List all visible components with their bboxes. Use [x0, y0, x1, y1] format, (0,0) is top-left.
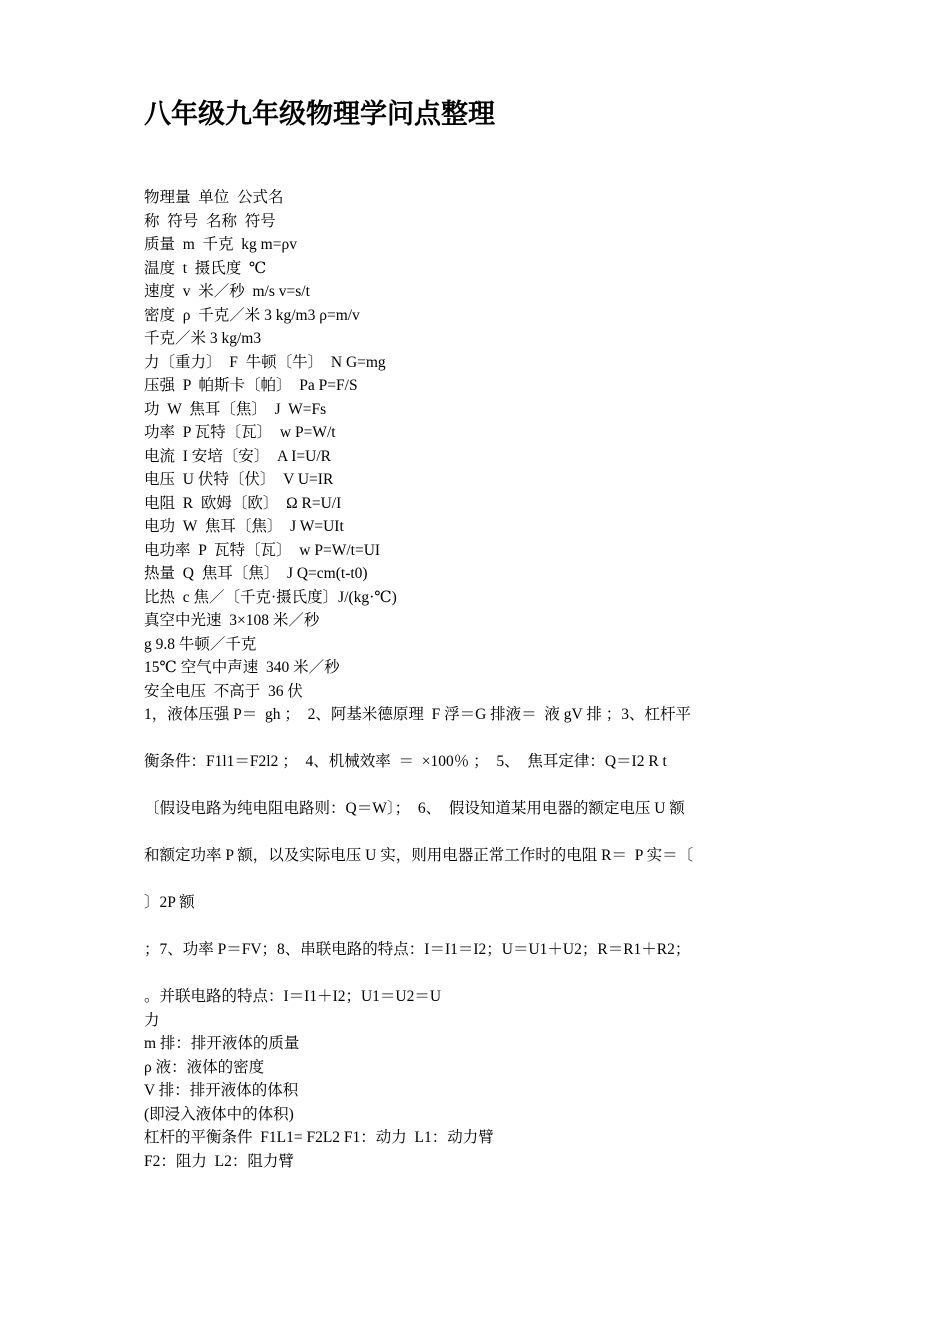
text-line: 和额定功率 P 额，以及实际电压 U 实，则用电器正常工作时的电阻 R＝ P 实＝〔	[144, 847, 694, 864]
text-line: 。并联电路的特点：I＝I1＋I2；U1＝U2＝U	[144, 988, 442, 1005]
text-line: 电功率 P 瓦特〔瓦〕 w P=W/t=UI	[144, 541, 381, 559]
text-line: 称 符号 名称 符号	[144, 212, 276, 230]
text-line: 1，液体压强 P＝ gh ； 2、阿基米德原理 F 浮＝G 排液＝ 液 gV 排 ；3、杠杆平	[144, 706, 691, 723]
text-line: 电压 U 伏特〔伏〕 V U=IR	[144, 471, 334, 488]
text-line: 电阻 R 欧姆〔欧〕 Ω R=U/I	[144, 494, 342, 512]
text-line: m 排：排开液体的质量	[144, 1035, 300, 1052]
text-line: F2：阻力 L2：阻力臂	[144, 1152, 294, 1170]
text-line: 〕2P 额	[144, 894, 195, 911]
text-line: 安全电压 不高于 36 伏	[144, 682, 303, 700]
text-line: g 9.8 牛顿／千克	[144, 635, 257, 653]
document-title: 八年级九年级物理学问点整理	[144, 99, 495, 130]
text-line: (即浸入液体中的体积)	[144, 1105, 294, 1123]
text-line: 压强 P 帕斯卡〔帕〕 Pa P=F/S	[144, 377, 358, 394]
text-line: 衡条件：F1l1＝F2l2 ； 4、机械效率 ＝ ×100％ ； 5、 焦耳定律：Q＝I2 R t	[144, 753, 667, 770]
text-line: 功率 P 瓦特〔瓦〕 w P=W/t	[144, 424, 336, 441]
text-line: 物理量 单位 公式名	[144, 189, 284, 206]
text-line: 速度 v 米／秒 m/s v=s/t	[144, 283, 310, 300]
text-line: 力	[144, 1011, 160, 1029]
text-line: 密度 ρ 千克／米 3 kg/m3 ρ=m/v	[144, 306, 360, 324]
text-line: 真空中光速 3×108 米／秒	[144, 612, 320, 629]
text-line: 质量 m 千克 kg m=ρv	[144, 236, 297, 253]
text-line: 功 W 焦耳〔焦〕 J W=Fs	[144, 400, 327, 418]
text-line: ρ 液：液体的密度	[144, 1058, 265, 1076]
text-line: 〔假设电路为纯电阻电路则：Q＝W〕； 6、 假设知道某用电器的额定电压 U 额	[144, 800, 685, 817]
text-line: 电流 I 安培〔安〕 A I=U/R	[144, 447, 331, 465]
text-line: 杠杆的平衡条件 F1L1= F2L2 F1：动力 L1：动力臂	[144, 1129, 494, 1146]
text-line: 比热 c 焦／〔千克·摄氏度〕J/(kg·℃)	[144, 588, 397, 606]
text-line: V 排：排开液体的体积	[144, 1082, 299, 1099]
text-line: ；7、功率 P＝FV；8、串联电路的特点：I＝I1＝I2；U＝U1＋U2；R＝R1＋R2；	[144, 941, 691, 958]
document-body	[144, 186, 784, 1173]
text-line: 热量 Q 焦耳〔焦〕 J Q=cm(t-t0)	[144, 565, 368, 582]
text-line: 15℃ 空气中声速 340 米／秒	[144, 659, 340, 676]
text-line: 温度 t 摄氏度 ℃	[144, 259, 267, 277]
text-line: 千克／米 3 kg/m3	[144, 330, 262, 347]
text-line: 力〔重力〕 F 牛顿〔牛〕 N G=mg	[144, 353, 386, 371]
text-line: 电功 W 焦耳〔焦〕 J W=UIt	[144, 518, 344, 535]
